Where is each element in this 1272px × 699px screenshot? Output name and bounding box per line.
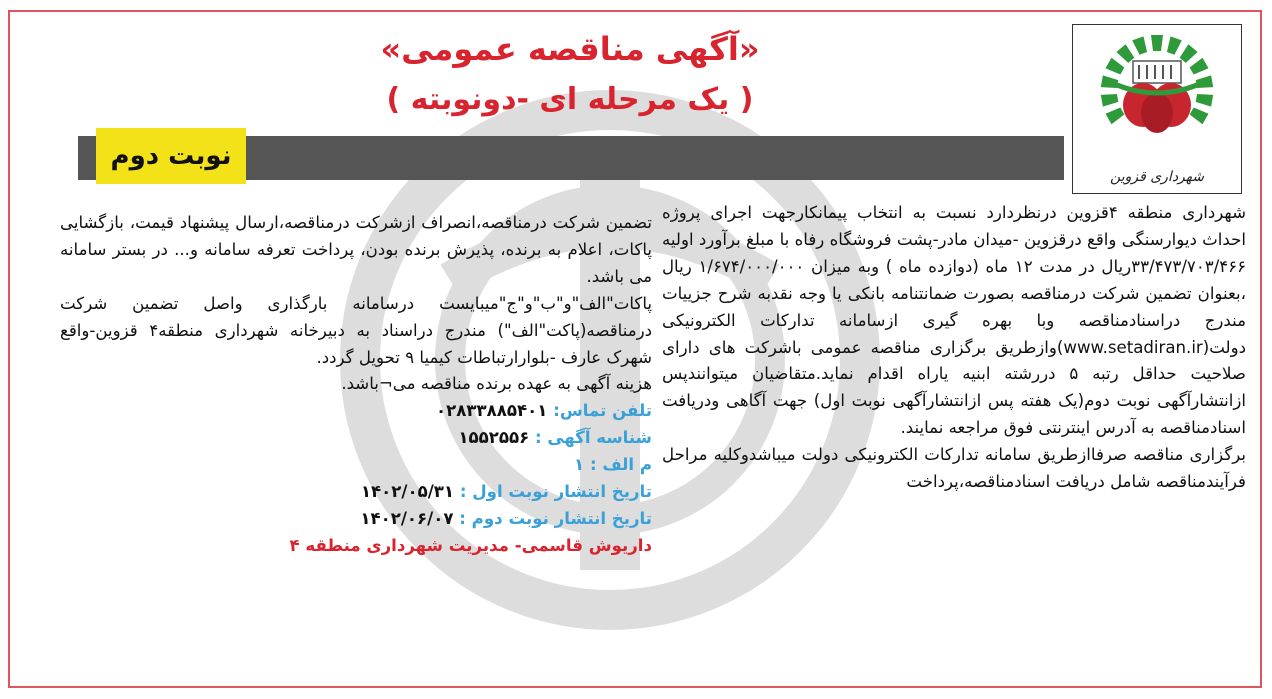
right-paragraph-2: برگزاری مناقصه صرفاازطریق سامانه تدارکات الکترونیکی دولت میباشدوکلیه مراحل فرآیندمناقصه شامل دریافت اسنادمناقصه،پرداخت <box>662 445 1246 492</box>
signature: داریوش قاسمی- مدیریت شهرداری منطقه ۴ <box>289 535 652 555</box>
left-paragraph-1: تضمین شرکت درمناقصه،انصراف ازشرکت درمناقصه،ارسال پیشنهاد قیمت، بازگشایی پاکات، اعلام به برنده، پذیرش برنده بودن، پرداخت تعرفه سامانه و... در بستر سامانه می باشد. <box>60 213 652 286</box>
municipality-logo <box>1072 24 1242 194</box>
round-badge: نوبت دوم <box>96 128 246 184</box>
ad-title: «آگهی مناقصه عمومی» <box>380 30 760 68</box>
left-paragraph-3: هزینه آگهی به عهده برنده مناقصه می¬باشد. <box>341 374 652 394</box>
first-pub-label: تاریخ انتشار نوبت اول : <box>459 482 652 502</box>
ad-id-label: شناسه آگهی : <box>535 428 652 448</box>
logo-caption: شهرداری قزوین <box>1110 169 1204 185</box>
logo-emblem-icon <box>1073 25 1241 165</box>
ad-code-label: م الف : ۱ <box>574 455 652 475</box>
second-pub-date: ۱۴۰۲/۰۶/۰۷ <box>360 508 454 528</box>
contact-phone <box>60 398 652 425</box>
first-publication <box>60 479 652 506</box>
phone-value: ۰۲۸۳۳۸۸۵۴۰۱ <box>436 401 548 421</box>
right-paragraph-1: شهرداری منطقه ۴قزوین درنظردارد نسبت به انتخاب پیمانکارجهت اجرای پروژه احداث دیوارسنگی واقع درقزوین -میدان مادر-پشت فروشگاه رفاه با مبلغ برآورد اولیه ۳۳/۴۷۳/۷۰۳/۴۶۶ریال در مدت ۱۲ ماه (دوازده ماه ) وبه میزان ۱/۶۷۴/۰۰۰/۰۰۰ ریال ،بعنوان تضمین شرکت درمناقصه بصورت ضمانتنامه بانکی یا وجه نقدبه شرح جزییات مندرج دراسنادمناقصه وبا بهره گیری ازسامانه تدارکات الکترونیکی دولت(www.setadiran.ir)وازطریق برگزاری مناقصه عمومی باشرکت های دارای صلاحیت حداقل رتبه ۵ دررشته ابنیه یاراه اقدام نماید.متقاضیان میتوانندپس ازانتشارآگهی نوبت دوم(یک هفته پس ازانتشارآگهی نوبت اول) جهت آگاهی ودریافت اسنادمناقصه به آدرس اینترنتی فوق مراجعه نمایند. <box>662 203 1246 438</box>
ad-id-value: ۱۵۵۲۵۵۶ <box>458 428 530 448</box>
first-pub-date: ۱۴۰۲/۰۵/۳۱ <box>360 482 455 502</box>
phone-label: تلفن تماس: <box>553 401 652 421</box>
ad-identifier <box>60 425 652 452</box>
second-publication <box>60 506 652 533</box>
second-pub-label: تاریخ انتشار نوبت دوم : <box>459 508 652 528</box>
left-column <box>60 210 652 560</box>
ad-subtitle: ( یک مرحله ای -دونوبته ) <box>386 82 754 117</box>
left-paragraph-2: پاکات"الف"و"ب"و"ج"میبایست درسامانه بارگذاری واصل تضمین شرکت درمناقصه(پاکت"الف") مندرج دراسناد به دبیرخانه شهرداری منطقه۴ قزوین-واقع شهرک عارف -بلوارارتباطات کیمیا ۹ تحویل گردد. <box>60 293 652 367</box>
right-column <box>662 200 1246 496</box>
ad-code <box>60 452 652 479</box>
